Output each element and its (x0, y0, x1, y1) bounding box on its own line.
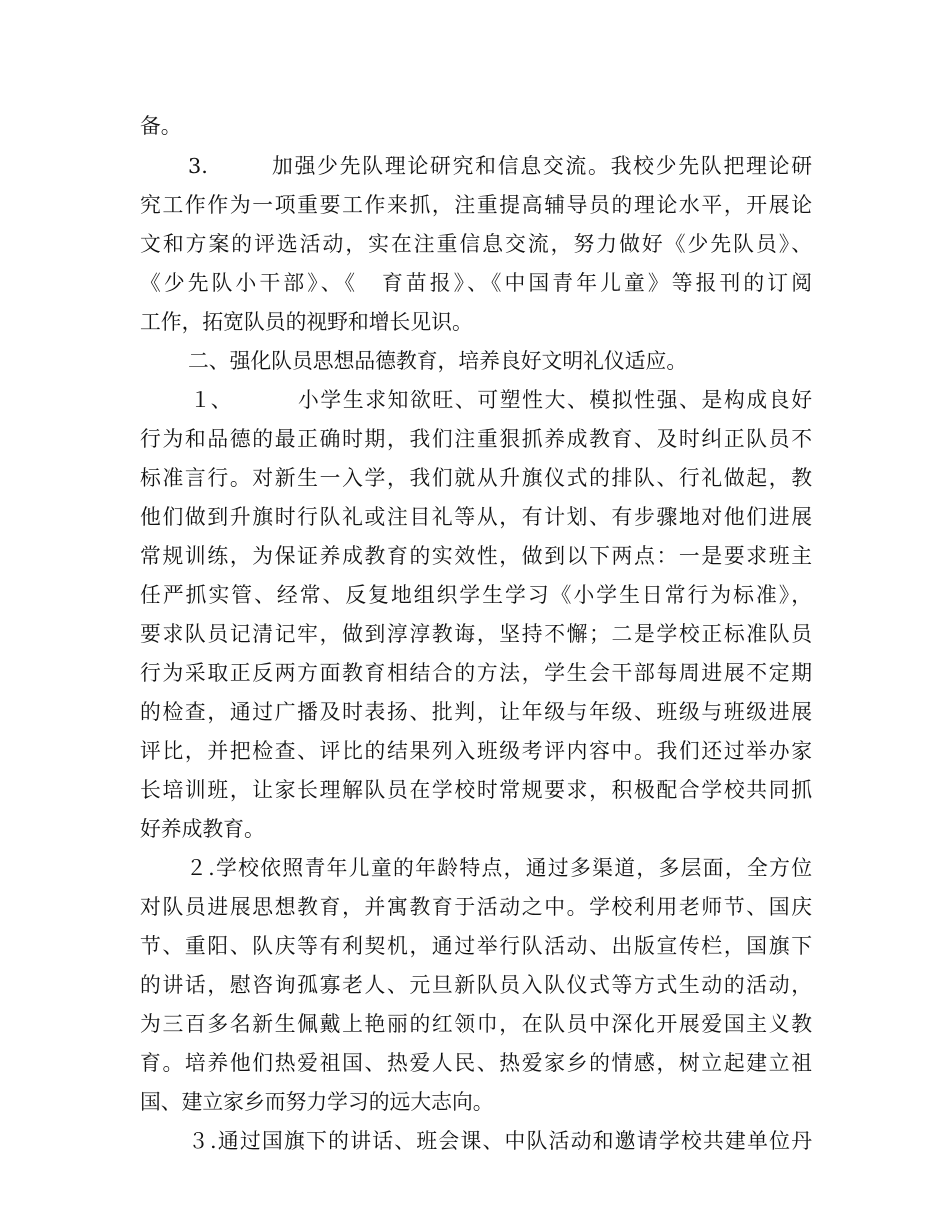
paragraph-line: 究工作作为一项重要工作来抓，注重提高辅导员的理论水平，开展论 (140, 193, 812, 217)
paragraph-line: 行为采取正反两方面教育相结合的方法，学生会干部每周进展不定期 (140, 661, 812, 685)
paragraph-line: 的检查，通过广播及时表扬、批判，让年级与年级、班级与班级进展 (140, 700, 812, 724)
paragraph-line: 任严抓实管、经常、反复地组织学生学习《小学生日常行为标准》， (140, 583, 812, 607)
paragraph-line: 对队员进展思想教育，并寓教育于活动之中。学校利用老师节、国庆 (140, 895, 812, 919)
paragraph-line: ２.学校依照青年儿童的年龄特点，通过多渠道，多层面，全方位 (186, 856, 812, 880)
paragraph-line: 育。培养他们热爱祖国、热爱人民、热爱家乡的情感，树立起建立祖 (140, 1051, 812, 1075)
paragraph-line: 小学生求知欲旺、可塑性大、模拟性强、是构成良好 (298, 388, 812, 412)
section-heading: 二、强化队员思想品德教育，培养良好文明礼仪适应。 (188, 349, 688, 373)
paragraph-line: 《少先队小干部》、《 育苗报》、《中国青年儿童》等报刊的订阅 (140, 271, 812, 295)
paragraph-line: 长培训班，让家长理解队员在学校时常规要求，积极配合学校共同抓 (140, 778, 812, 802)
list-number: １、 (190, 388, 232, 412)
paragraph-line: 加强少先队理论研究和信息交流。我校少先队把理论研 (272, 154, 812, 178)
paragraph-line: 工作，拓宽队员的视野和增长见识。 (140, 310, 473, 334)
paragraph-line: 好养成教育。 (140, 817, 265, 841)
paragraph-line: 评比，并把检查、评比的结果列入班级考评内容中。我们还过举办家 (140, 739, 812, 763)
paragraph-line: 行为和品德的最正确时期，我们注重狠抓养成教育、及时纠正队员不 (140, 427, 812, 451)
paragraph-line: 要求队员记清记牢，做到淳淳教诲，坚持不懈；二是学校正标准队员 (140, 622, 812, 646)
paragraph-line: 为三百多名新生佩戴上艳丽的红领巾，在队员中深化开展爱国主义教 (140, 1012, 812, 1036)
paragraph-line: 他们做到升旗时行队礼或注目礼等从，有计划、有步骤地对他们进展 (140, 505, 812, 529)
list-number: 3. (188, 154, 208, 178)
paragraph-line: 备。 (140, 114, 182, 138)
paragraph-line: 节、重阳、队庆等有利契机，通过举行队活动、出版宣传栏，国旗下 (140, 934, 812, 958)
paragraph-line: ３.通过国旗下的讲话、班会课、中队活动和邀请学校共建单位丹 (188, 1129, 812, 1153)
paragraph-line: 常规训练，为保证养成教育的实效性，做到以下两点：一是要求班主 (140, 544, 812, 568)
paragraph-line: 标准言行。对新生一入学，我们就从升旗仪式的排队、行礼做起，教 (140, 466, 812, 490)
paragraph-line: 文和方案的评选活动，实在注重信息交流，努力做好《少先队员》、 (140, 232, 812, 256)
paragraph-line: 国、建立家乡而努力学习的远大志向。 (140, 1090, 494, 1114)
paragraph-line: 的讲话，慰咨询孤寡老人、元旦新队员入队仪式等方式生动的活动， (140, 973, 812, 997)
